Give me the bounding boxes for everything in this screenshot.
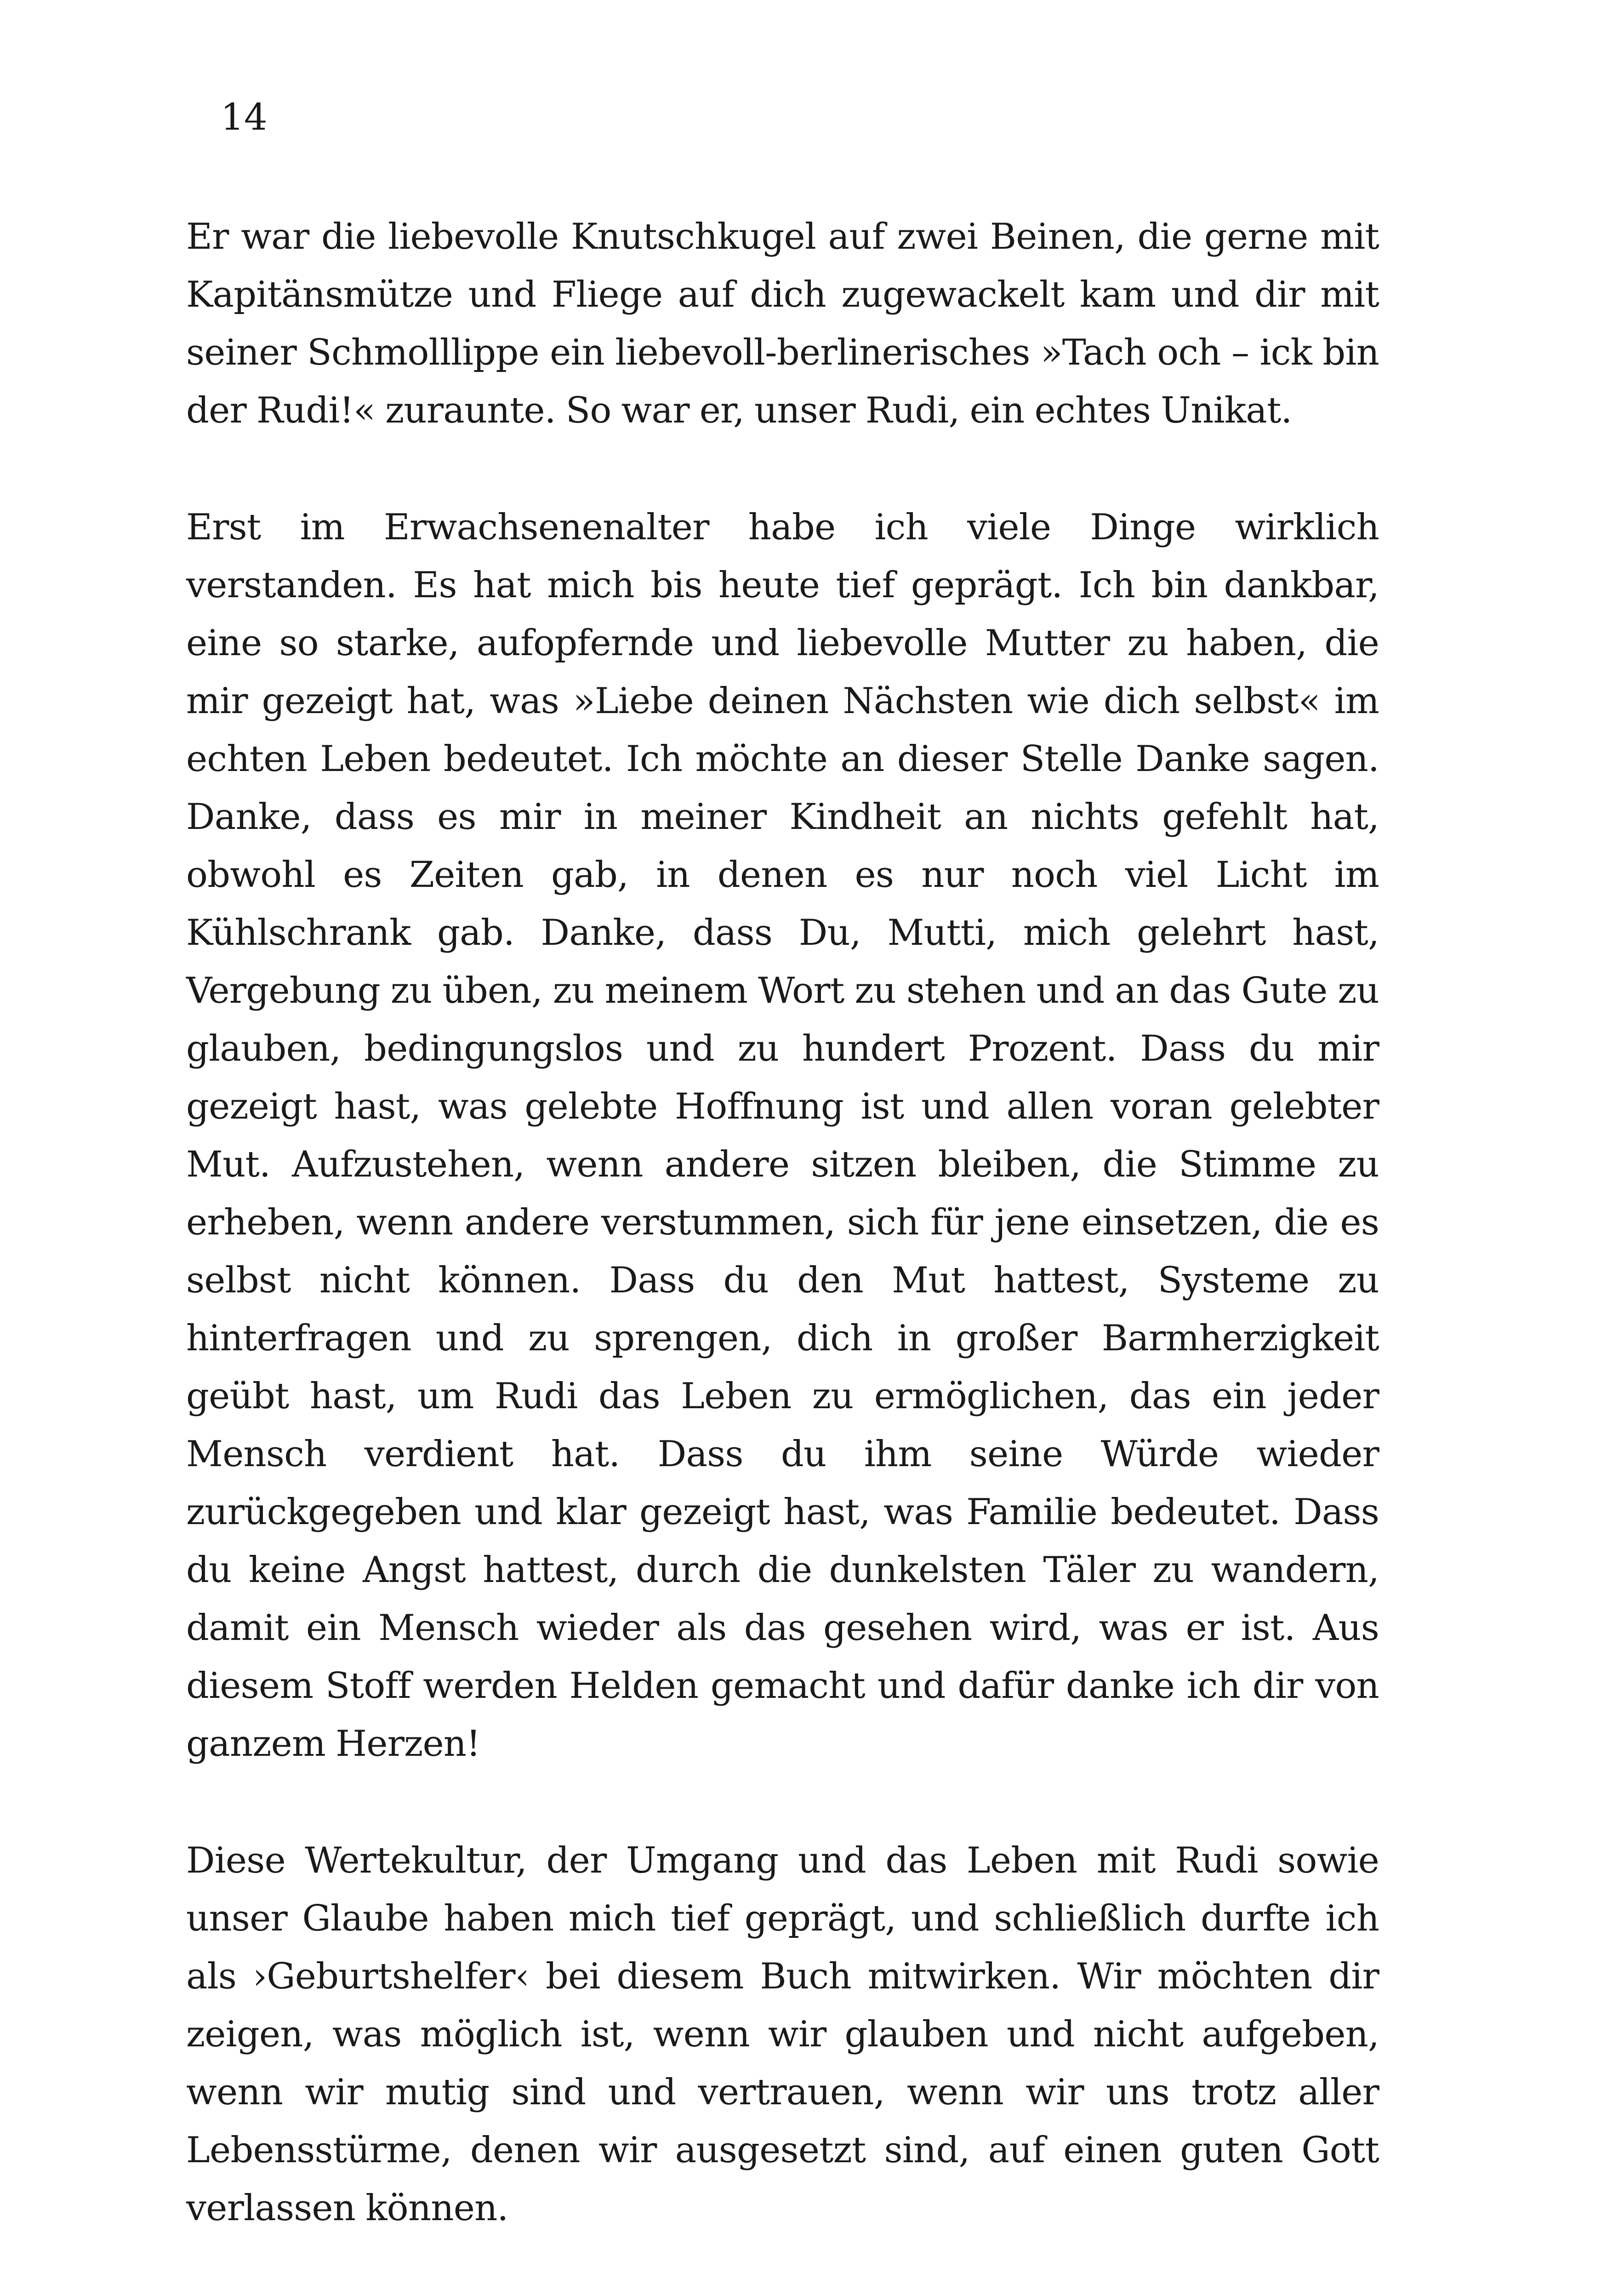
paragraph-gratitude-mother: Erst im Erwachsenenalter habe ich viele Dinge wirklich verstanden. Es hat mich bis heute tief geprägt. Ich bin dankbar, eine so starke, aufopfernde und liebevolle Mutter zu haben, die mir gezeigt hat, was »Liebe deinen Nächsten wie dich selbst« im echten Leben bedeutet. Ich möchte an dieser Stelle Danke sagen. Danke, dass es mir in meiner Kindheit an nichts gefehlt hat, obwohl es Zeiten gab, in denen es nur noch viel Licht im Kühlschrank gab. Danke, dass Du, Mutti, mich gelehrt hast, Vergebung zu üben, zu meinem Wort zu stehen und an das Gute zu glauben, bedingungslos und zu hundert Prozent. Dass du mir gezeigt hast, was gelebte Hoffnung ist und allen voran gelebter Mut. Aufzustehen, wenn andere sitzen bleiben, die Stimme zu erheben, wenn andere verstummen, sich für jene einsetzen, die es selbst nicht können. Dass du den Mut hattest, Systeme zu hinterfragen und zu sprengen, dich in großer Barmherzigkeit geübt hast, um Rudi das Leben zu ermöglichen, das ein jeder Mensch verdient hat. Dass du ihm seine Würde wieder zurückgegeben und klar gezeigt hast, was Familie bedeutet. Dass du keine Angst hattest, durch die dunkelsten Täler zu wandern, damit ein Mensch wieder als das gesehen wird, was er ist. Aus diesem Stoff werden Helden gemacht und dafür danke ich dir von ganzem Herzen! <box>186 507 1379 1765</box>
paragraph-rudi-description: Er war die liebevolle Knutschkugel auf zwei Beinen, die gerne mit Kapitänsmütze und Fliege auf dich zugewackelt kam und dir mit seiner Schmolllippe ein liebevoll-berlinerisches »Tach och – ick bin der Rudi!« zuraunte. So war er, unser Rudi, ein echtes Unikat. <box>186 216 1379 431</box>
page-number: 14 <box>221 96 268 138</box>
body-text <box>186 208 1379 2296</box>
paragraph-values-faith: Diese Wertekultur, der Umgang und das Leben mit Rudi sowie unser Glaube haben mich tief geprägt, und schließlich durfte ich als ›Geburtshelfer‹ bei diesem Buch mitwirken. Wir möchten dir zeigen, was möglich ist, wenn wir glauben und nicht aufgeben, wenn wir mutig sind und vertrauen, wenn wir uns trotz aller Lebensstürme, denen wir ausgesetzt sind, auf einen guten Gott verlassen können. <box>186 1840 1379 2229</box>
